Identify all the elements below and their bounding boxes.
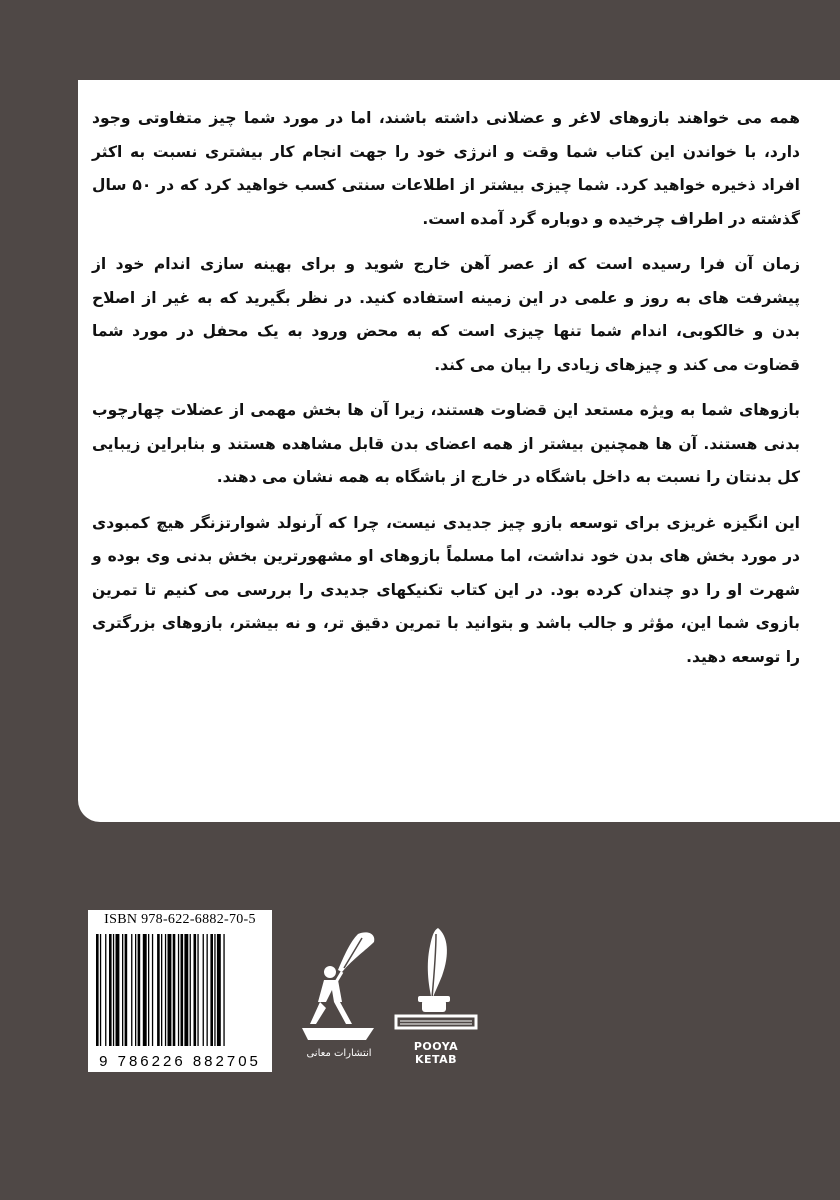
barcode-bar (161, 934, 162, 1046)
barcode-bar (214, 934, 215, 1046)
barcode-digits: 9 786226 882705 (99, 1053, 261, 1070)
quill-figure-icon (296, 928, 382, 1046)
quill-inkwell-book-icon (392, 924, 480, 1038)
barcode-bar (207, 934, 208, 1046)
barcode-bar (109, 934, 112, 1046)
barcode-bar (194, 934, 197, 1046)
description-paragraph-1: همه می خواهند بازوهای لاغر و عضلانی داشته باشند، اما در مورد شما چیز متفاوتی وجود دارد، با خواندن این کتاب شما وقت و انرژی خود را جهت انجام کار بیشتری نسبت به اکثر افراد ذخیره خواهید کرد. شما چیزی بیشتر از اطلاعات سنتی کسب خواهید کرد که در ۵۰ سال گذشته در اطراف چرخیده و دوباره گرد آمده است. (92, 109, 800, 228)
description-paragraph-2: زمان آن فرا رسیده است که از عصر آهن خارج شوید و برای بهینه سازی اندام خود از پیشرفت های به روز و علمی در این زمینه استفاده کنید. در نظر بگیرید که به غیر از اصلاح بدن و خالکوبی، اندام شما تنها چیزی است که به محض ورود به یک محفل در مورد شما قضاوت می کند و چیزهای زیادی را بیان می کند. (92, 255, 800, 374)
barcode-bar (152, 934, 153, 1046)
barcode-bar (148, 934, 149, 1046)
barcode-bar (113, 934, 114, 1046)
isbn-barcode (88, 910, 272, 1072)
barcode-bar (143, 934, 147, 1046)
barcode-bar (157, 934, 160, 1046)
barcode-bar (100, 934, 101, 1046)
barcode-bar (190, 934, 191, 1046)
barcode-bar (217, 934, 221, 1046)
pooya-ketab-name: POOYA KETAB (413, 1040, 459, 1066)
description-panel (78, 80, 840, 822)
description-paragraph-3: بازوهای شما به ویژه مستعد این قضاوت هستند، زیرا آن ها بخش مهمی از عضلات چهارچوب بدنی هستند. آن ها همچنین بیشتر از همه اعضای بدن قابل مشاهده هستند و بنابراین زیبایی کل بدنتان را نسبت به داخل باشگاه در خارج از باشگاه به همه نشان می دهند. (92, 401, 800, 486)
barcode-bar (165, 934, 166, 1046)
barcode-bar (96, 934, 99, 1046)
isbn-label: ISBN 978-622-6882-70-5 (104, 912, 256, 927)
barcode-bar (116, 934, 120, 1046)
pooya-ketab-logo (392, 924, 480, 1066)
barcode-bar (168, 934, 172, 1046)
barcode-bar (197, 934, 198, 1046)
description-paragraph-4: این انگیزه غریزی برای توسعه بازو چیز جدیدی نیست، چرا که آرنولد شوارتزنگر هیچ کمبودی در مورد بخش های بدن خود نداشت، اما مسلماً بازوهای او مشهورترین بخش بدنی وی بوده و شهرت او را دو چندان کرده بود. در این کتاب تکنیکهای جدیدی را بررسی می کنیم تا تمرین بازوی شما این، مؤثر و جالب باشد و بتوانید با تمرین دقیق تر، و نه بیشتر، بازوهای بزرگتری را توسعه دهید. (92, 513, 800, 666)
barcode-bar (122, 934, 123, 1046)
barcode-bar (105, 934, 106, 1046)
barcode-bars (94, 934, 266, 1046)
barcode-bar (131, 934, 132, 1046)
maani-publisher-name: انتشارات معانی (306, 1048, 372, 1059)
barcode-bar (184, 934, 188, 1046)
barcode-bar (125, 934, 128, 1046)
barcode-bar (178, 934, 179, 1046)
barcode-bar (135, 934, 136, 1046)
barcode-bar (181, 934, 184, 1046)
barcode-bar (203, 934, 204, 1046)
barcode-bar (223, 934, 224, 1046)
barcode-bar (173, 934, 176, 1046)
barcode-bar (138, 934, 141, 1046)
maani-publisher-logo (296, 928, 382, 1066)
barcode-bar (210, 934, 213, 1046)
